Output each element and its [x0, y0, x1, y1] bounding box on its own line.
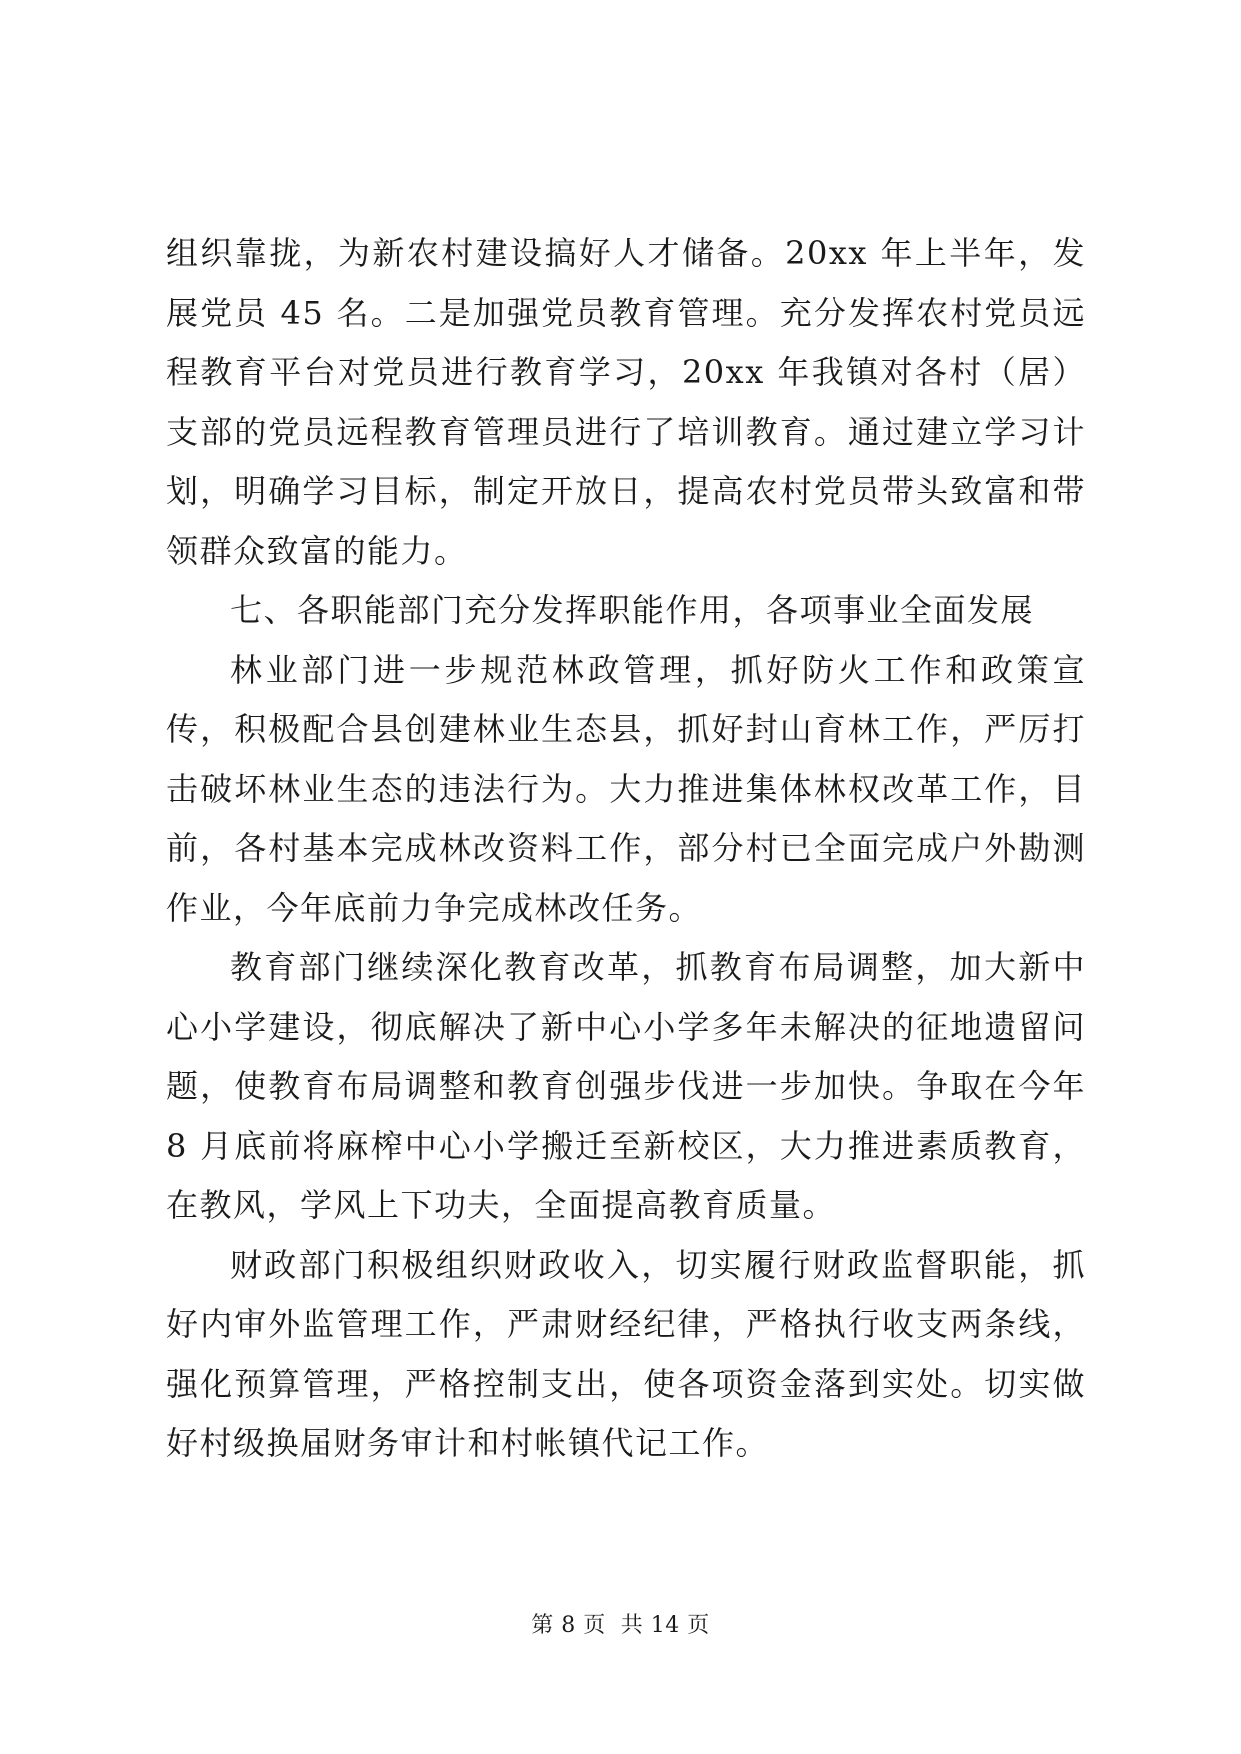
paragraph-finance: 财政部门积极组织财政收入，切实履行财政监督职能，抓好内审外监管理工作，严肃财经纪律，严格执行收支两条线，强化预算管理，严格控制支出，使各项资金落到实处。切实做好村级换届财务审计和村帐镇代记工作。: [166, 1245, 1086, 1462]
page-number-label: 第 8 页 共 14 页: [531, 1613, 710, 1638]
page-footer: [0, 1608, 1241, 1639]
section-heading-seven: 七、各职能部门充分发挥职能作用，各项事业全面发展: [230, 591, 1035, 629]
paragraph-forestry: 林业部门进一步规范林政管理，抓好防火工作和政策宣传，积极配合县创建林业生态县，抓好封山育林工作，严厉打击破坏林业生态的违法行为。大力推进集体林权改革工作，目前，各村基本完成林改资料工作，部分村已全面完成户外勘测作业，今年底前力争完成林改任务。: [166, 650, 1086, 927]
paragraph-education: 教育部门继续深化教育改革，抓教育布局调整，加大新中心小学建设，彻底解决了新中心小学多年未解决的征地遗留问题，使教育布局调整和教育创强步伐进一步加快。争取在今年 8 月底前将麻榨中心小学搬迁至新校区，大力推进素质教育，在教风，学风上下功夫，全面提高教育质量。: [166, 948, 1086, 1224]
paragraph-party-member-development: 组织靠拢，为新农村建设搞好人才储备。20xx 年上半年，发展党员 45 名。二是加强党员教育管理。充分发挥农村党员远程教育平台对党员进行教育学习，20xx 年我镇对各村（居）支部的党员远程教育管理员进行了培训教育。通过建立学习计划，明确学习目标，制定开放日，提高农村党员带头致富和带领群众致富的能力。: [166, 234, 1086, 570]
document-body: [166, 224, 1086, 1474]
